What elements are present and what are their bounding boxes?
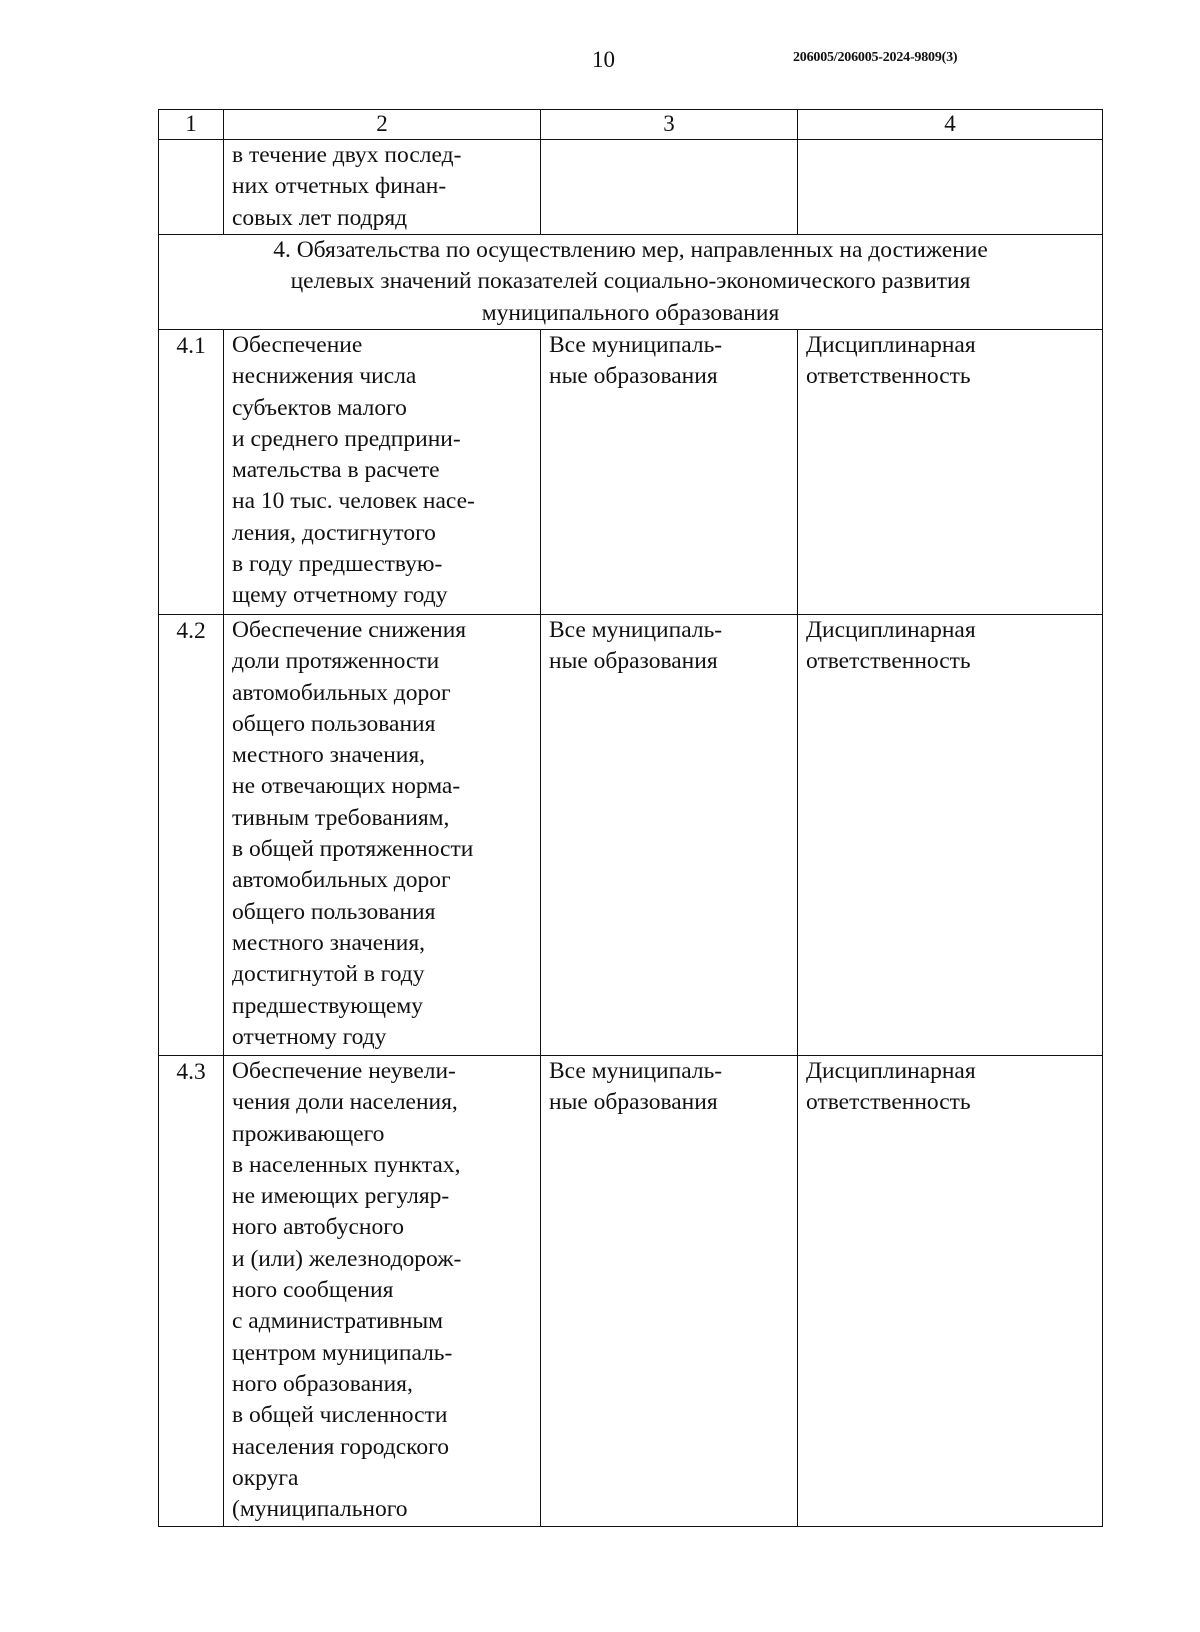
text-line: Обеспечение	[232, 332, 363, 358]
text-line: ответственность	[806, 363, 971, 390]
text-line: Все муниципаль-	[549, 617, 723, 643]
text-line: Дисциплинарная	[806, 1058, 976, 1084]
text-line: предшествующему	[232, 992, 423, 1019]
column-header-2: 2	[224, 110, 541, 140]
text-line: Обеспечение снижения	[232, 617, 467, 643]
row-description	[224, 1056, 541, 1527]
table-row	[159, 615, 1103, 1056]
text-line: субъектов малого	[232, 394, 407, 421]
text-line: и (или) железнодорож-	[232, 1245, 462, 1272]
row-description	[224, 615, 541, 1056]
text-line: Дисциплинарная	[806, 332, 976, 358]
row-number: 4.2	[159, 615, 224, 1056]
text-line: мательства в расчете	[232, 457, 440, 484]
text-line: ного автобусного	[232, 1214, 405, 1241]
text-line: щему отчетному году	[232, 582, 448, 609]
row-responsibility	[798, 330, 1103, 615]
text-line: центром муниципаль-	[232, 1339, 453, 1366]
text-line: в общей численности	[232, 1402, 448, 1429]
table-cell-empty	[541, 140, 798, 235]
text-line: совых лет подряд	[232, 204, 408, 231]
text-line: 4. Обязательства по осуществлению мер, направленных на достижение	[273, 237, 988, 263]
row-responsibility	[798, 615, 1103, 1056]
text-line: местного значения,	[232, 742, 426, 769]
text-line: (муниципального	[232, 1496, 408, 1523]
column-header-1: 1	[159, 110, 224, 140]
text-line: Дисциплинарная	[806, 617, 976, 643]
text-line: ответственность	[806, 1089, 971, 1116]
text-line: в течение двух послед-	[232, 142, 462, 168]
text-line: в году предшествую-	[232, 551, 443, 578]
text-line: целевых значений показателей социально-экономического развития	[290, 268, 971, 295]
text-line: проживающего	[232, 1120, 385, 1147]
table-cell-empty	[798, 140, 1103, 235]
text-line: Обеспечение неувели-	[232, 1058, 456, 1084]
text-line: ответственность	[806, 648, 971, 675]
text-line: автомобильных дорог	[232, 867, 451, 894]
text-line: ного сообщения	[232, 1277, 394, 1304]
text-line: Все муниципаль-	[549, 332, 723, 358]
table-row	[159, 330, 1103, 615]
text-line: в населенных пунктах,	[232, 1151, 461, 1178]
text-line: них отчетных финан-	[232, 173, 447, 200]
row-applicability	[541, 330, 798, 615]
text-line: округа	[232, 1464, 299, 1491]
row-responsibility	[798, 1056, 1103, 1527]
text-line: автомобильных дорог	[232, 679, 451, 706]
text-line: отчетному году	[232, 1023, 387, 1050]
text-line: ные образования	[549, 363, 718, 390]
text-line: общего пользования	[232, 898, 436, 925]
text-line: ления, достигнутого	[232, 519, 436, 546]
table-cell-empty	[159, 140, 224, 235]
text-line: тивным требованиям,	[232, 804, 450, 831]
row-applicability	[541, 615, 798, 1056]
text-line: неснижения числа	[232, 363, 417, 390]
table-row	[159, 1056, 1103, 1527]
text-line: общего пользования	[232, 710, 436, 737]
continuation-description	[224, 140, 541, 235]
text-line: местного значения,	[232, 929, 426, 956]
text-line: не имеющих регуляр-	[232, 1183, 450, 1210]
document-code: 206005/206005-2024-9809(3)	[793, 50, 958, 65]
continuation-row	[159, 140, 1103, 235]
text-line: и среднего предприни-	[232, 425, 461, 452]
obligations-table	[158, 109, 1103, 1527]
row-applicability	[541, 1056, 798, 1527]
column-header-4: 4	[798, 110, 1103, 140]
column-header-3: 3	[541, 110, 798, 140]
section-header-row	[159, 235, 1103, 330]
section-header	[159, 235, 1103, 330]
text-line: ные образования	[549, 648, 718, 675]
text-line: ные образования	[549, 1089, 718, 1116]
row-description	[224, 330, 541, 615]
table-header-row	[159, 110, 1103, 140]
text-line: в общей протяженности	[232, 836, 474, 863]
text-line: не отвечающих норма-	[232, 773, 461, 800]
text-line: ного образования,	[232, 1370, 413, 1397]
row-number: 4.1	[159, 330, 224, 615]
page-number: 10	[592, 47, 615, 72]
text-line: доли протяженности	[232, 648, 440, 675]
text-line: населения городского	[232, 1433, 449, 1460]
text-line: Все муниципаль-	[549, 1058, 723, 1084]
text-line: муниципального образования	[481, 299, 780, 326]
text-line: чения доли населения,	[232, 1089, 458, 1116]
text-line: на 10 тыс. человек насе-	[232, 488, 475, 515]
row-number: 4.3	[159, 1056, 224, 1527]
text-line: достигнутой в году	[232, 961, 425, 988]
text-line: с административным	[232, 1308, 444, 1335]
